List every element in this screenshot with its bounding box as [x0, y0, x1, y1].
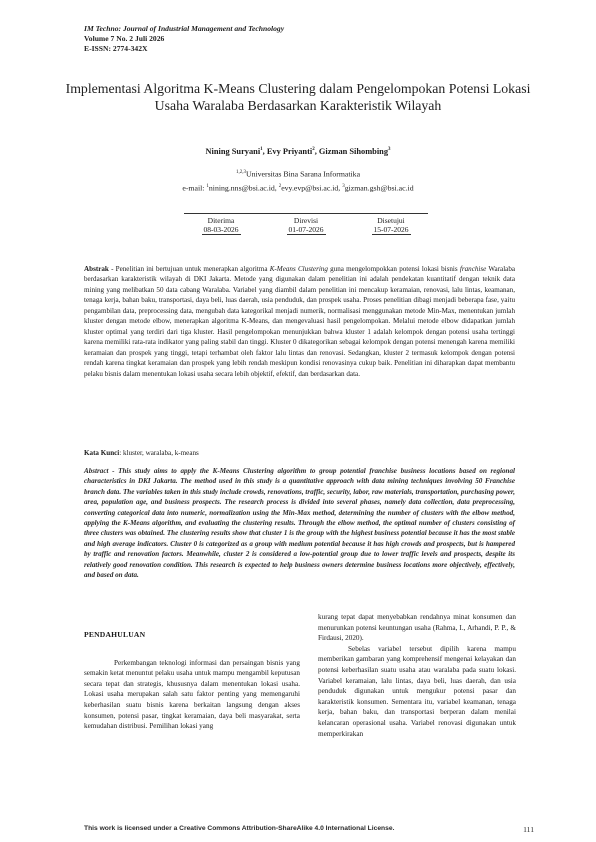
email-label: e-mail: — [182, 183, 207, 193]
accepted-date: 15-07-2026 — [373, 225, 409, 234]
journal-name: IM Techno: Journal of Industrial Management and Technology — [84, 24, 285, 33]
date-table — [184, 213, 428, 234]
received-date: 08-03-2026 — [203, 225, 239, 234]
abstract-kmeans: K-Means Clustering — [269, 265, 328, 273]
abstract-lead: - Penelitian ini bertujuan untuk menerapkan algoritma — [108, 265, 270, 273]
accepted-col — [356, 216, 426, 235]
journal-volume: Volume 7 No. 2 Juli 2026 — [84, 34, 165, 43]
right-column — [318, 612, 516, 739]
author-3: Gizman Sihombing — [318, 147, 389, 156]
left-column — [84, 630, 300, 732]
abstract-body: Waralaba berdasarkan karakteristik wilayah di DKI Jakarta. Metode yang digunakan dalam penelitian ini adalah pendekatan kuantitatif dengan teknik data mining yang melibatkan 50 data cabang Waralaba. Variabel yang diambil dalam penelitian ini mencakup keramaian, renovasi, lalu lintas, keamanan, tenaga kerja, bahan baku, transportasi, daya beli, luas daerah, usia penduduk, dan prospek usaha. Proses penelitian dibagi menjadi beberapa fase, yaitu pengambilan data, preprocessing data, mengubah data kategorikal menjadi numerik, normalisasi menggunakan metode Min-Max, menentukan jumlah kluster dengan metode elbow, menerapkan algoritma K-Means, dan mengevaluasi hasil pengelompokan. Melalui metode elbow didapatkan jumlah kluster optimal yang terdiri dari tiga kluster. Hasil pengelompokan menunjukkan bahwa kluster 1 adalah kelompok dengan potensi usaha tertinggi karena memiliki rata-rata indikator yang paling stabil dan tinggi. Kluster 0 dikategorikan sebagai kelompok dengan potensi menengah karena memiliki keramaian dan prospek yang tinggi, tetapi terhambat oleh faktor lalu lintas dan renovasi. Sedangkan, kluster 2 termasuk kelompok dengan potensi rendah karena tingkat keramaian dan prospek yang lebih rendah meskipun kondisi renovasinya cukup baik. Penelitian ini diharapkan dapat membantu pelaku bisnis dalam menentukan lokasi usaha secara lebih objektif, efektif, dan berdasarkan data. — [84, 265, 516, 378]
author-list — [60, 147, 536, 156]
email-2-sup: 2 — [278, 183, 282, 189]
page-footer — [84, 825, 544, 832]
journal-issn: E-ISSN: 2774-342X — [84, 44, 148, 53]
page-number: 111 — [523, 825, 534, 834]
institution: Universitas Bina Sarana Informatika — [245, 169, 361, 179]
author-sep: , — [262, 147, 267, 156]
journal-header — [84, 24, 284, 54]
email-1-sup: 1 — [206, 183, 209, 189]
revised-col — [271, 216, 341, 235]
author-1: Nining Suryani — [205, 147, 261, 156]
intro-paragraph-2: Sebelas variabel tersebut dipilih karena mampu memberikan gambaran yang komprehensif mengenai kelayakan dan potensi keberhasilan suatu usaha atau waralaba pada suatu lokasi. Variabel keramaian, lalu lintas, daya beli, luas daerah, dan usia penduduk digunakan untuk mengukur potensi pasar dan karakteristik konsumen. Sementara itu, variabel keamanan, tenaga kerja, bahan baku, dan transportasi berperan dalam menilai kelancaran operasional usaha. Variabel renovasi digunakan untuk memperkirakan — [318, 644, 516, 738]
abstract-label: Abstrak — [84, 265, 109, 273]
author-2: Evy Priyanti — [266, 147, 313, 156]
paper-title: Implementasi Algoritma K-Means Clustering dalam Pengelompokan Potensi Lokasi Usaha Waralaba Berdasarkan Karakteristik Wilayah — [65, 81, 531, 113]
keywords — [84, 449, 199, 457]
received-col — [186, 216, 256, 235]
license-link[interactable]: This work is licensed under a Creative Commons Attribution-ShareAlike 4.0 International License. — [84, 825, 395, 832]
affiliation — [60, 167, 536, 194]
email-line — [60, 181, 536, 195]
abstract-en-label: Abstract — [84, 467, 109, 475]
author-sep: , — [314, 147, 319, 156]
intro-paragraph: Perkembangan teknologi informasi dan persaingan bisnis yang semakin ketat menuntut pelaku usaha untuk mampu mengambil keputusan secara tepat dan strategis, khususnya dalam menentukan lokasi usaha. Lokasi usaha merupakan salah satu faktor penting yang memengaruhi keberhasilan suatu bisnis karena berkaitan langsung dengan akses konsumen, potensi pasar, tingkat keramaian, daya beli masyarakat, serta kemudahan distribusi. Pemilihan lokasi yang — [84, 658, 300, 731]
keywords-label: Kata Kunci — [84, 449, 120, 457]
email-1[interactable]: nining.nns@bsi.ac.id, — [208, 183, 279, 193]
section-heading: PENDAHULUAN — [84, 630, 146, 639]
abstract-t1: guna mengelompokkan potensi lokasi bisnis — [327, 265, 460, 273]
email-3-sup: 3 — [342, 183, 345, 189]
revised-label: Direvisi — [293, 216, 319, 225]
abstract-franchise: franchise — [459, 265, 487, 273]
abstract-english — [84, 466, 515, 580]
affil-sup: 1,2,3 — [235, 170, 246, 175]
keywords-value: : kluster, waralaba, k-means — [119, 449, 199, 457]
author-1-sup: 1 — [260, 147, 263, 153]
email-2[interactable]: evy.evp@bsi.ac.id, — [281, 183, 343, 193]
intro-paragraph-continued: kurang tepat dapat menyebabkan rendahnya minat konsumen dan menurunkan potensi keuntungan usaha (Rahma, I., Arhandi, P. P., & Firdausi, 2020). — [318, 613, 516, 643]
accepted-label: Disetujui — [377, 216, 405, 225]
author-2-sup: 2 — [312, 147, 315, 153]
received-label: Diterima — [207, 216, 235, 225]
email-3[interactable]: gizman.gsh@bsi.ac.id — [344, 183, 414, 193]
author-3-sup: 3 — [388, 147, 391, 153]
revised-date: 01-07-2026 — [288, 225, 324, 234]
abstract-indonesian — [84, 264, 515, 379]
abstract-en-body: - This study aims to apply the K-Means Clustering algorithm to group potential franchise business locations based on regional characteristics in DKI Jakarta. The method used in this study is a quantitative approach with data mining techniques involving 50 Franchise branch data. The variables taken in this study include crowds, renovations, traffic, security, labor, raw materials, transportation, purchasing power, area, population age, and business prospects. The research process is divided into several phases, namely data collection, data preprocessing, converting categorical data into numeric, normalization using the Min-Max method, determining the number of clusters with the elbow method, applying the K-Means algorithm, and evaluating the clustering results. Through the elbow method, the optimal number of clusters consisting of three clusters was obtained. The clustering results show that cluster 1 is the group with the highest business potential because it has the most stable and high average indicators. Cluster 0 is categorized as a group with medium potential because it has high crowds and prospects, but is hampered by traffic and renovation factors. Meanwhile, cluster 2 is considered a low-potential group due to lower traffic levels and prospects, despite its relatively good renovation condition. This research is expected to help business owners determine business locations more objectively, effectively, and based on data. — [84, 467, 515, 580]
